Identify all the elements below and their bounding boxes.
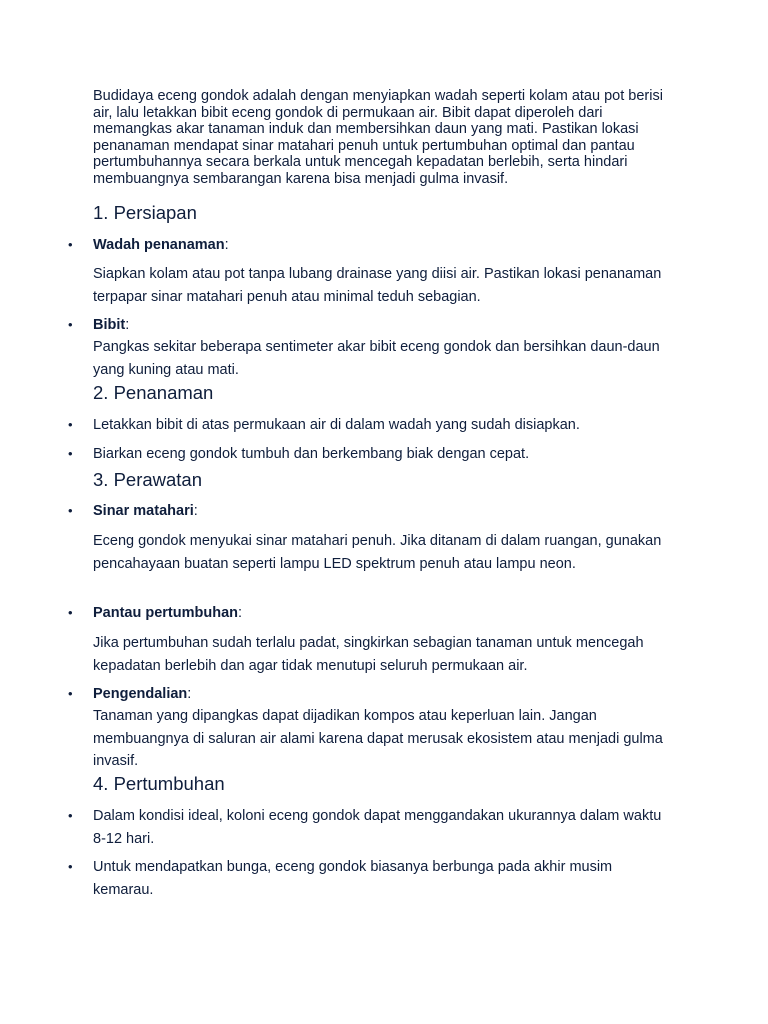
list-item-pertumbuhan-2: Untuk mendapatkan bunga, eceng gondok biasanya berbunga pada akhir musim kemarau. xyxy=(93,859,613,898)
item-title-label: Bibit xyxy=(93,317,126,333)
item-text-pantau: Jika pertumbuhan sudah terlalu padat, singkirkan sebagian tanaman untuk mencegah kepadatan berlebih dan agar tidak menutupi seluruh permukaan air. xyxy=(93,635,644,674)
item-title-pengendalian xyxy=(93,684,191,704)
intro-paragraph: Budidaya eceng gondok adalah dengan menyiapkan wadah seperti kolam atau pot berisi air, lalu letakkan bibit eceng gondok di permukaan air. Bibit dapat diperoleh dari memangkas akar tanaman induk dan membersihkan daun yang mati. Pastikan lokasi penanaman mendapat sinar matahari penuh untuk pertumbuhan optimal dan pantau pertumbuhannya secara berkala untuk mencegah kepadatan berlebih, serta hindari membuangnya sembarangan karena bisa menjadi gulma invasif. xyxy=(93,88,663,187)
heading-persiapan: 1. Persiapan xyxy=(93,202,197,223)
item-text-wadah: Siapkan kolam atau pot tanpa lubang drainase yang diisi air. Pastikan lokasi penanaman terpapar sinar matahari penuh atau minimal teduh sebagian. xyxy=(93,266,662,305)
item-title-label: Pengendalian xyxy=(93,686,188,702)
item-text-pengendalian: Tanaman yang dipangkas dapat dijadikan kompos atau keperluan lain. Jangan membuangnya di saluran air alami karena dapat merusak ekosistem atau menjadi gulma invasif. xyxy=(93,708,663,770)
bullet-icon: • xyxy=(68,808,73,823)
bullet-icon: • xyxy=(68,859,73,874)
item-title-colon: : xyxy=(125,317,130,333)
heading-penanaman: 2. Penanaman xyxy=(93,382,214,403)
item-title-label: Sinar matahari xyxy=(93,503,194,519)
item-title-label: Wadah penanaman xyxy=(93,237,225,253)
item-title-colon: : xyxy=(187,686,192,702)
heading-perawatan: 3. Perawatan xyxy=(93,469,203,490)
bullet-icon: • xyxy=(68,237,73,252)
item-title-pantau xyxy=(93,603,242,623)
item-text-bibit: Pangkas sekitar beberapa sentimeter akar bibit eceng gondok dan bersihkan daun-daun yang kuning atau mati. xyxy=(93,339,660,378)
bullet-icon: • xyxy=(68,503,73,518)
item-title-bibit xyxy=(93,315,129,335)
bullet-icon: • xyxy=(68,686,73,701)
list-item-penanaman-1: Letakkan bibit di atas permukaan air di dalam wadah yang sudah disiapkan. xyxy=(93,417,580,433)
bullet-icon: • xyxy=(68,417,73,432)
item-title-colon: : xyxy=(224,237,229,253)
bullet-icon: • xyxy=(68,446,73,461)
item-title-colon: : xyxy=(193,503,198,519)
item-text-sinar: Eceng gondok menyukai sinar matahari penuh. Jika ditanam di dalam ruangan, gunakan pencahayaan buatan seperti lampu LED spektrum penuh atau lampu neon. xyxy=(93,533,662,572)
bullet-icon: • xyxy=(68,317,73,332)
list-item-pertumbuhan-1: Dalam kondisi ideal, koloni eceng gondok dapat menggandakan ukurannya dalam waktu 8-12 hari. xyxy=(93,808,662,847)
bullet-icon: • xyxy=(68,605,73,620)
item-title-sinar xyxy=(93,501,198,521)
item-title-wadah xyxy=(93,235,229,255)
item-title-colon: : xyxy=(238,605,243,621)
list-item-penanaman-2: Biarkan eceng gondok tumbuh dan berkembang biak dengan cepat. xyxy=(93,446,530,462)
heading-pertumbuhan: 4. Pertumbuhan xyxy=(93,773,225,794)
item-title-label: Pantau pertumbuhan xyxy=(93,605,239,621)
